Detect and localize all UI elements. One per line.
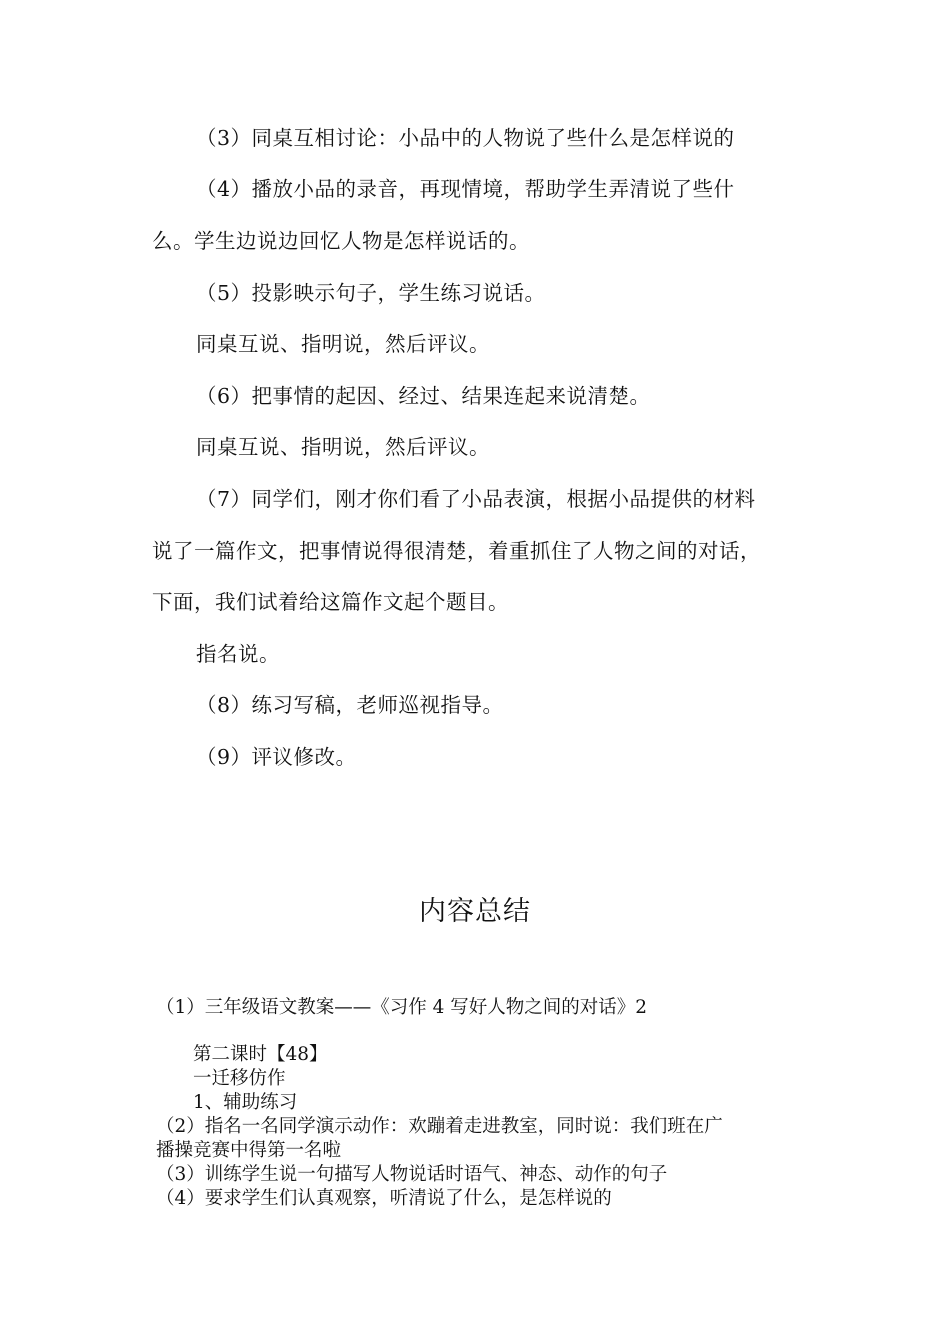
paragraph-line: （5）投影映示句子，学生练习说话。: [196, 281, 546, 305]
summary-line: 1、辅助练习: [193, 1092, 298, 1113]
paragraph-line: （7）同学们，刚才你们看了小品表演，根据小品提供的材料: [196, 487, 756, 511]
summary-line: （1）三年级语文教案——《习作 4 写好人物之间的对话》2: [156, 997, 648, 1018]
paragraph-line: （6）把事情的起因、经过、结果连起来说清楚。: [196, 384, 651, 408]
paragraph-line: 下面，我们试着给这篇作文起个题目。: [152, 590, 509, 614]
paragraph-line: 说了一篇作文，把事情说得很清楚，着重抓住了人物之间的对话，: [152, 539, 761, 563]
summary-line: （4）要求学生们认真观察，听清说了什么，是怎样说的: [156, 1188, 612, 1209]
paragraph-line: 同桌互说、指明说，然后评议。: [196, 332, 490, 356]
paragraph-line: （3）同桌互相讨论：小品中的人物说了些什么是怎样说的: [196, 126, 735, 150]
summary-line: （3）训练学生说一句描写人物说话时语气、神态、动作的句子: [156, 1164, 668, 1185]
summary-title: 内容总结: [419, 896, 531, 927]
summary-line: 第二课时【48】: [193, 1044, 328, 1065]
paragraph-line: （8）练习写稿，老师巡视指导。: [196, 693, 504, 717]
summary-line: （2）指名一名同学演示动作：欢蹦着走进教室，同时说：我们班在广: [156, 1116, 723, 1137]
paragraph-line: 指名说。: [196, 642, 280, 666]
summary-line: 一迁移仿作: [193, 1068, 286, 1089]
paragraph-line: 么。学生边说边回忆人物是怎样说话的。: [152, 229, 530, 253]
paragraph-line: （9）评议修改。: [196, 745, 357, 769]
summary-line: 播操竞赛中得第一名啦: [156, 1140, 342, 1161]
paragraph-line: 同桌互说、指明说，然后评议。: [196, 435, 490, 459]
paragraph-line: （4）播放小品的录音，再现情境，帮助学生弄清说了些什: [196, 177, 735, 201]
